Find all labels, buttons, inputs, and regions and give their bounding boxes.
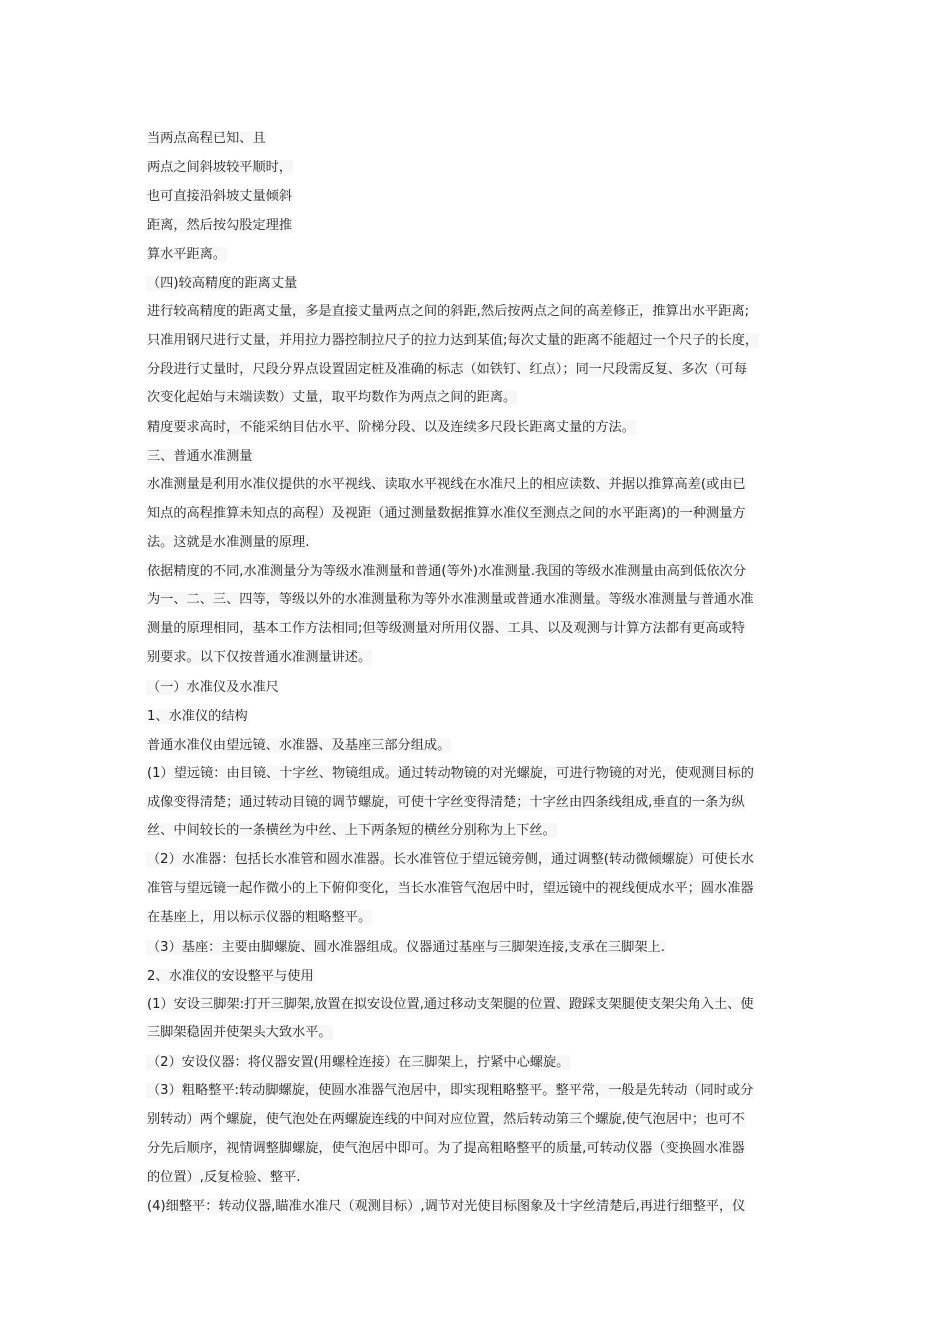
text-span: 普通水准仪由望远镜、水准器、及基座三部分组成。	[147, 737, 451, 753]
text-span: 只准用钢尺进行丈量，并用拉力器控制拉尺子的拉力达到某值;每次丈量的距离不能超过一个尺子的长度，	[147, 332, 759, 348]
text-span: 精度要求高时，不能采纳目估水平、阶梯分段、以及连续多尺段长距离丈量的方法。	[147, 420, 635, 436]
section-heading	[146, 269, 810, 298]
text-span: 法。这就是水准测量的原理.	[147, 534, 310, 550]
text-line	[146, 124, 810, 153]
text-span: 知点的高程推算未知点的高程）及视距（通过测量数据推算水准仪至测点之间的水平距离)的一种测量方	[147, 505, 746, 521]
text-line	[146, 1192, 810, 1221]
text-span: （2）安设仪器：将仪器安置(用螺栓连接）在三脚架上，拧紧中心螺旋。	[147, 1055, 570, 1071]
text-line	[146, 1135, 810, 1164]
text-span: （3）基座：主要由脚螺旋、圆水准器组成。仪器通过基座与三脚架连接,支承在三脚架上.	[147, 939, 665, 955]
text-span: 三脚架稳固并使架头大致水平。	[147, 1025, 332, 1041]
text-span: 次变化起始与末端读数）丈量，取平均数作为两点之间的距离。	[147, 390, 517, 406]
section-heading	[146, 702, 810, 731]
text-span: (1）望远镜：由目镜、十字丝、物镜组成。通过转动物镜的对光螺旋，可进行物镜的对光，使观测目标的	[147, 765, 754, 781]
text-span: （一）水准仪及水准尺	[147, 679, 279, 695]
text-line	[146, 760, 810, 789]
text-span: 别转动）两个螺旋，使气泡处在两螺旋连线的中间对应位置，然后转动第三个螺旋,使气泡居中；也可不	[147, 1111, 745, 1127]
text-line	[146, 471, 810, 500]
text-line	[146, 211, 810, 240]
text-line	[146, 327, 810, 356]
section-heading	[146, 962, 810, 991]
text-line	[146, 240, 810, 269]
text-span: 依据精度的不同,水准测量分为等级水准测量和普通(等外)水准测量.我国的等级水准测量由高到低依次分	[147, 563, 746, 579]
text-span: 2、水准仪的安设整平与使用	[147, 968, 314, 984]
section-heading	[146, 673, 810, 702]
text-span: （2）水准器：包括长水准管和圆水准器。长水准管位于望远镜旁侧，通过调整(转动微倾螺旋）可使长水	[147, 852, 754, 868]
text-span: 水准测量是利用水准仪提供的水平视线、读取水平视线在水准尺上的相应读数、并据以推算高差(或由已	[147, 477, 746, 493]
text-span: 别要求。以下仅按普通水准测量讲述。	[147, 649, 372, 665]
text-span: 三、普通水准测量	[147, 449, 253, 465]
text-line	[146, 991, 810, 1020]
text-span: 测量的原理相同，基本工作方法相同;但等级测量对所用仪器、工具、以及观测与计算方法都有更高或特	[147, 621, 745, 637]
text-line	[146, 1019, 810, 1048]
text-line	[146, 586, 810, 615]
text-line	[146, 1106, 810, 1135]
text-line	[146, 644, 810, 673]
text-line	[146, 731, 810, 760]
text-span: 丝、中间较长的一条横丝为中丝、上下两条短的横丝分别称为上下丝。	[147, 823, 556, 839]
text-line	[146, 182, 810, 211]
text-line	[146, 817, 810, 846]
text-span: 算水平距离。	[147, 247, 227, 262]
text-line	[146, 615, 810, 644]
text-span: (4)细整平：转动仪器,瞄准水准尺（观测目标）,调节对光使目标图象及十字丝清楚后,再进行细整平，仪	[147, 1199, 746, 1215]
text-span: 分段进行丈量时，尺段分界点设置固定桩及准确的标志（如铁钉、红点）；同一尺段需反复、多次（可每	[147, 361, 748, 377]
text-span: 1、水准仪的结构	[147, 708, 248, 724]
text-span: 为一、二、三、四等，等级以外的水准测量称为等外水准测量或普通水准测量。等级水准测量与普通水准	[147, 592, 754, 608]
text-line	[146, 413, 810, 442]
text-line	[146, 500, 810, 529]
text-span: （3）粗略整平:转动脚螺旋，使圆水准器气泡居中，即实现粗略整平。整平常，一般是先转动（同时或分	[147, 1083, 754, 1099]
section-heading	[146, 442, 810, 471]
text-line	[146, 1077, 810, 1106]
text-span: 也可直接沿斜坡丈量倾斜	[147, 189, 293, 204]
document-body	[146, 124, 810, 1221]
text-line	[146, 875, 810, 904]
text-span: 在基座上，用以标示仪器的粗略整平。	[147, 909, 372, 925]
text-line	[146, 933, 810, 962]
text-line	[146, 384, 810, 413]
text-span: （四)较高精度的距离丈量	[147, 276, 298, 291]
text-line	[146, 789, 810, 818]
text-span: (1）安设三脚架:打开三脚架,放置在拟安设位置,通过移动支架腿的位置、蹬踩支架腿使支架尖角入土、使	[147, 996, 754, 1012]
text-line	[146, 529, 810, 558]
text-span: 进行较高精度的距离丈量，多是直接丈量两点之间的斜距,然后按两点之间的高差修正，推算出水平距离;	[147, 304, 750, 319]
text-span: 分先后顺序，视情调整脚螺旋，使气泡居中即可。为了提高粗略整平的质量,可转动仪器（变换圆水准器	[147, 1140, 745, 1156]
text-line	[146, 298, 810, 327]
text-span: 两点之间斜坡较平顺时，	[147, 160, 293, 175]
text-line	[146, 1048, 810, 1077]
text-span: 当两点高程已知、且	[147, 131, 266, 146]
text-line	[146, 904, 810, 933]
text-span: 成像变得清楚；通过转动目镜的调节螺旋，可使十字丝变得清楚；十字丝由四条线组成,垂直的一条为纵	[147, 794, 745, 810]
text-line	[146, 153, 810, 182]
text-span: 的位置）,反复检验、整平.	[147, 1169, 301, 1185]
text-line	[146, 846, 810, 875]
text-line	[146, 356, 810, 385]
text-span: 准管与望远镜一起作微小的上下俯仰变化，当长水准管气泡居中时，望远镜中的视线便成水平；圆水准器	[147, 880, 754, 896]
text-line	[146, 558, 810, 587]
text-line	[146, 1164, 810, 1193]
text-span: 距离，然后按勾股定理推	[147, 218, 293, 233]
